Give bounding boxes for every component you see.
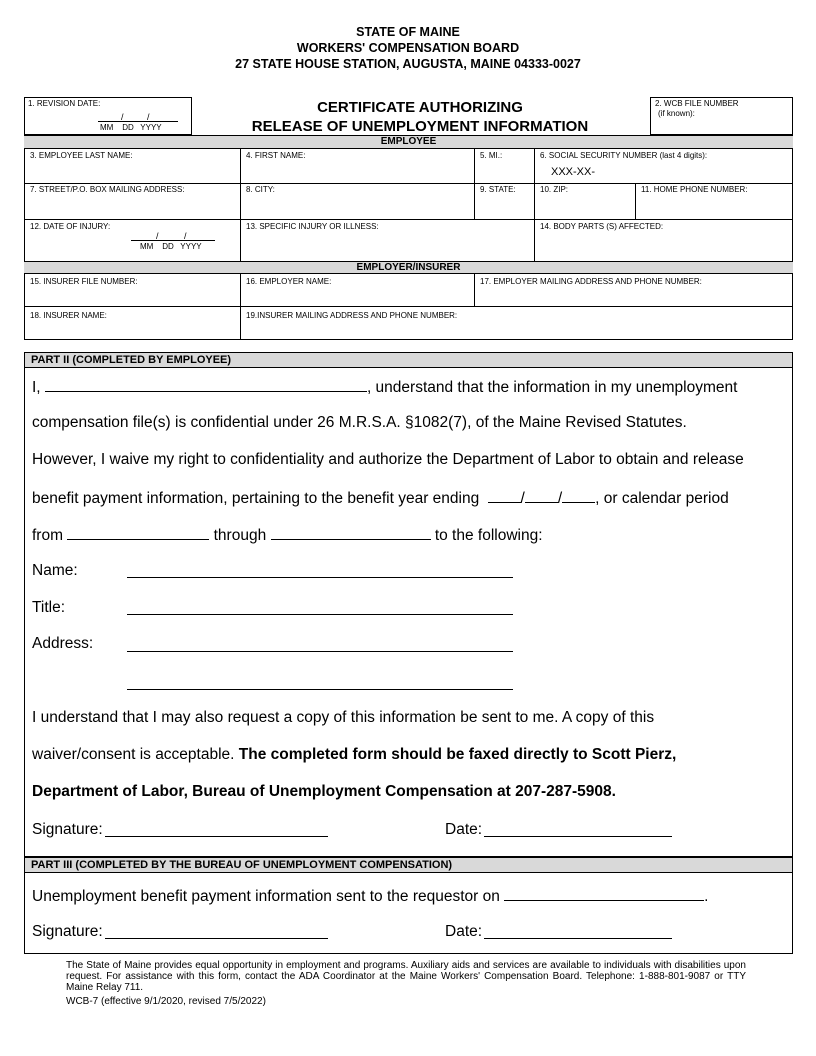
state-field[interactable]: 9. STATE:: [480, 185, 516, 194]
part2-signature-line[interactable]: [105, 836, 328, 837]
agency-address: 27 STATE HOUSE STATION, AUGUSTA, MAINE 04333-0027: [235, 57, 581, 71]
part2-line5: from through to the following:: [32, 527, 543, 544]
recipient-title-label: Title:: [32, 599, 66, 616]
revision-date-format: MM DD YYYY: [100, 123, 162, 132]
part2-line4: benefit payment information, pertaining to the benefit year ending / / , or calendar period: [32, 490, 729, 507]
benefit-year-year-blank[interactable]: [562, 488, 595, 503]
part2-line6: I understand that I may also request a copy of this information be sent to me. A copy of this: [32, 709, 655, 726]
street-address-field[interactable]: 7. STREET/P.O. BOX MAILING ADDRESS:: [30, 185, 185, 194]
form-title-line1: CERTIFICATE AUTHORIZING: [317, 99, 523, 116]
form-title: [192, 98, 648, 136]
recipient-address-line1[interactable]: [127, 651, 513, 652]
employer-name-field[interactable]: 16. EMPLOYER NAME:: [246, 277, 332, 286]
part3-date-line[interactable]: [484, 938, 672, 939]
revision-date-slashes: /: [121, 112, 124, 122]
wcb-file-number-label: 2. WCB FILE NUMBER: [655, 99, 739, 108]
employer-insurer-section-bar: EMPLOYER/INSURER: [24, 261, 793, 274]
date-of-injury-field[interactable]: 12. DATE OF INJURY:: [30, 222, 111, 231]
employee-grid: [24, 135, 793, 340]
part3-signature-label: Signature:: [32, 923, 103, 940]
date-of-injury-format: MM DD YYYY: [140, 242, 202, 251]
part2-line1: I, , understand that the information in my unemployment: [32, 379, 738, 396]
employer-address-field[interactable]: 17. EMPLOYER MAILING ADDRESS AND PHONE NUMBER:: [480, 277, 702, 286]
period-from-blank[interactable]: [67, 525, 209, 540]
wcb-file-number-sublabel: (if known):: [658, 109, 695, 118]
part3-date-label: Date:: [445, 923, 483, 940]
footer-notice: The State of Maine provides equal opportunity in employment and programs. Auxiliary aids and services are available to individuals with disabilities upon request. For assistance with this form, contact the ADA Coordinator at the Maine Workers' Compensation Board. Telephone: 1-888-801-9087 or TTY Maine Relay 711.: [66, 960, 746, 993]
home-phone-field[interactable]: 11. HOME PHONE NUMBER:: [641, 185, 748, 194]
agency-state: STATE OF MAINE: [356, 25, 460, 39]
part2-date-line[interactable]: [484, 836, 672, 837]
benefit-year-day-blank[interactable]: [525, 488, 558, 503]
recipient-name-label: Name:: [32, 562, 78, 579]
recipient-address-line2[interactable]: [127, 689, 513, 690]
employee-name-blank[interactable]: [45, 377, 367, 392]
part2-line7: waiver/consent is acceptable. The completed form should be faxed directly to Scott Pierz,: [32, 746, 677, 763]
ssn-field[interactable]: 6. SOCIAL SECURITY NUMBER (last 4 digits):: [540, 151, 708, 160]
middle-initial-field[interactable]: 5. MI.:: [480, 151, 503, 160]
agency-board: WORKERS' COMPENSATION BOARD: [296, 41, 520, 55]
form-id: WCB-7 (effective 9/1/2020, revised 7/5/2022): [66, 996, 266, 1007]
first-name-field[interactable]: 4. FIRST NAME:: [246, 151, 306, 160]
agency-header: [0, 24, 816, 72]
part3-line1: Unemployment benefit payment information sent to the requestor on .: [32, 888, 709, 905]
insurer-name-field[interactable]: 18. INSURER NAME:: [30, 311, 107, 320]
form-title-line2: RELEASE OF UNEMPLOYMENT INFORMATION: [251, 118, 589, 135]
recipient-title-line[interactable]: [127, 614, 513, 615]
specific-injury-field[interactable]: 13. SPECIFIC INJURY OR ILLNESS:: [246, 222, 379, 231]
insurer-file-number-field[interactable]: 15. INSURER FILE NUMBER:: [30, 277, 138, 286]
part3-heading: PART III (COMPLETED BY THE BUREAU OF UNEMPLOYMENT COMPENSATION): [24, 857, 793, 873]
recipient-address-label: Address:: [32, 635, 94, 652]
body-parts-field[interactable]: 14. BODY PARTS (S) AFFECTED:: [540, 222, 664, 231]
period-through-blank[interactable]: [271, 525, 431, 540]
city-field[interactable]: 8. CITY:: [246, 185, 275, 194]
employee-last-name-field[interactable]: 3. EMPLOYEE LAST NAME:: [30, 151, 133, 160]
insurer-address-field[interactable]: 19.INSURER MAILING ADDRESS AND PHONE NUMBER:: [246, 311, 458, 320]
benefit-year-month-blank[interactable]: [488, 488, 521, 503]
sent-date-blank[interactable]: [504, 886, 704, 901]
ssn-value: XXX-XX-: [551, 166, 596, 178]
zip-field[interactable]: 10. ZIP:: [540, 185, 569, 194]
part2-signature-label: Signature:: [32, 821, 103, 838]
part2-date-label: Date:: [445, 821, 483, 838]
part3-signature-line[interactable]: [105, 938, 328, 939]
employee-section-bar: EMPLOYEE: [24, 135, 793, 149]
part2-line3: However, I waive my right to confidentiality and authorize the Department of Labor to obtain and release: [32, 451, 744, 468]
part2-line8: Department of Labor, Bureau of Unemployment Compensation at 207-287-5908.: [32, 783, 616, 800]
revision-date-label: 1. REVISION DATE:: [28, 99, 101, 108]
part2-heading: PART II (COMPLETED BY EMPLOYEE): [24, 352, 793, 368]
part2-line2: compensation file(s) is confidential under 26 M.R.S.A. §1082(7), of the Maine Revised Statutes.: [32, 414, 687, 431]
recipient-name-line[interactable]: [127, 577, 513, 578]
